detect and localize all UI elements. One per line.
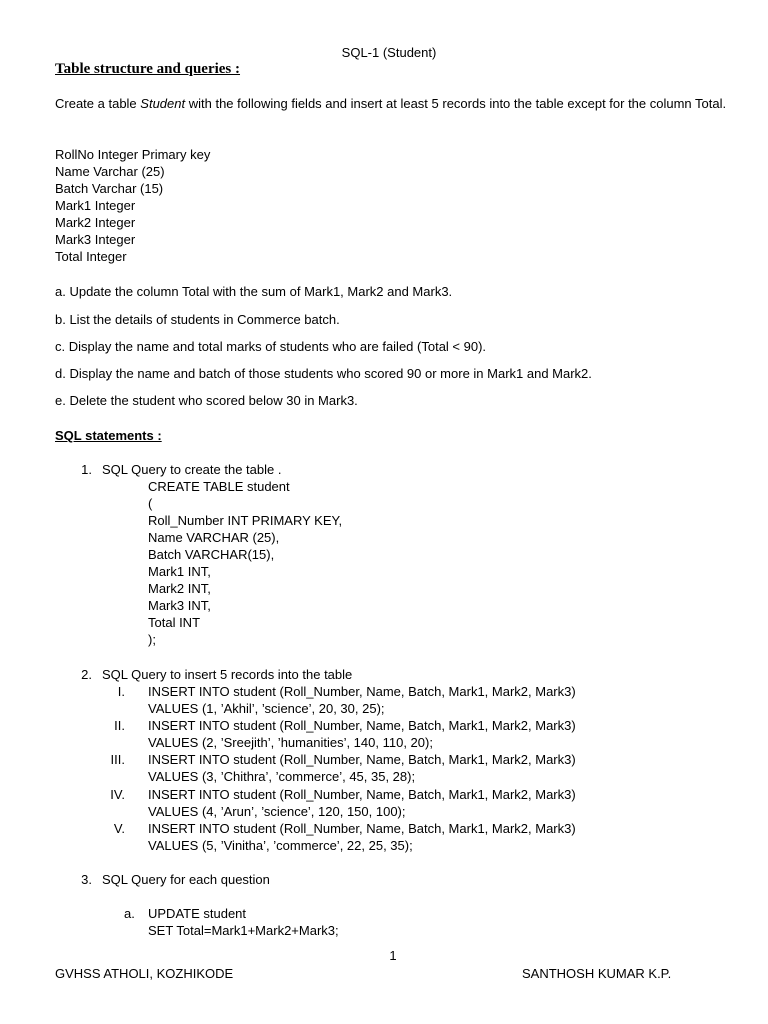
roman-numeral: V.	[113, 821, 125, 836]
footer-author: SANTHOSH KUMAR K.P.	[522, 966, 672, 981]
section-heading: Table structure and queries :	[55, 61, 241, 77]
question-item: b. List the details of students in Commerce batch.	[55, 312, 340, 327]
question-item: a. Update the column Total with the sum of Mark1, Mark2 and Mark3.	[55, 284, 453, 299]
list-number: 2.	[81, 667, 92, 682]
code-line: CREATE TABLE student	[148, 479, 290, 494]
question-item: c. Display the name and total marks of students who are failed (Total < 90).	[55, 339, 487, 354]
list-item-label: SQL Query to insert 5 records into the table	[102, 667, 353, 682]
code-line: Batch VARCHAR(15),	[148, 547, 275, 562]
list-item-label: SQL Query for each question	[102, 872, 270, 887]
code-line: );	[148, 632, 156, 647]
sql-statements-heading: SQL statements :	[55, 428, 162, 443]
code-line: Total INT	[148, 615, 201, 630]
code-line: VALUES (2, ’Sreejith’, ’humanities’, 140, 110, 20);	[148, 735, 433, 750]
question-item: d. Display the name and batch of those students who scored 90 or more in Mark1 and Mark2.	[55, 366, 592, 381]
page-title: SQL-1 (Student)	[341, 45, 437, 60]
code-line: INSERT INTO student (Roll_Number, Name, Batch, Mark1, Mark2, Mark3)	[148, 787, 576, 802]
code-line: VALUES (3, ’Chithra’, ’commerce’, 45, 35, 28);	[148, 769, 416, 784]
roman-numeral: I.	[117, 684, 125, 699]
list-number: 3.	[81, 872, 92, 887]
intro-paragraph	[55, 95, 745, 112]
field-item: Mark2 Integer	[55, 215, 136, 230]
footer-school: GVHSS ATHOLI, KOZHIKODE	[55, 966, 234, 981]
field-item: RollNo Integer Primary key	[55, 147, 211, 162]
code-line: VALUES (5, ’Vinitha’, ’commerce’, 22, 25, 35);	[148, 838, 413, 853]
code-line: Mark3 INT,	[148, 598, 211, 613]
code-line: Mark1 INT,	[148, 564, 211, 579]
field-item: Batch Varchar (15)	[55, 181, 164, 196]
intro-text-start: Create a table	[55, 96, 141, 111]
list-number: 1.	[81, 462, 92, 477]
code-line: SET Total=Mark1+Mark2+Mark3;	[148, 923, 339, 938]
code-line: INSERT INTO student (Roll_Number, Name, Batch, Mark1, Mark2, Mark3)	[148, 821, 576, 836]
code-line: INSERT INTO student (Roll_Number, Name, Batch, Mark1, Mark2, Mark3)	[148, 684, 576, 699]
code-line: VALUES (4, ’Arun’, ’science’, 120, 150, 100);	[148, 804, 406, 819]
code-line: (	[148, 496, 153, 511]
page-number: 1	[389, 948, 397, 963]
field-item: Name Varchar (25)	[55, 164, 165, 179]
intro-table-name: Student	[140, 96, 186, 111]
field-item: Mark1 Integer	[55, 198, 136, 213]
code-line: UPDATE student	[148, 906, 247, 921]
question-item: e. Delete the student who scored below 30 in Mark3.	[55, 393, 358, 408]
code-line: Roll_Number INT PRIMARY KEY,	[148, 513, 343, 528]
list-item-label: SQL Query to create the table .	[102, 462, 282, 477]
intro-text-end: with the following fields and insert at least 5 records into the table except for the column Total.	[185, 96, 727, 111]
field-item: Total Integer	[55, 249, 127, 264]
code-line: INSERT INTO student (Roll_Number, Name, Batch, Mark1, Mark2, Mark3)	[148, 752, 576, 767]
field-item: Mark3 Integer	[55, 232, 136, 247]
roman-numeral: III.	[110, 752, 125, 767]
sub-item-letter: a.	[124, 906, 135, 921]
code-line: INSERT INTO student (Roll_Number, Name, Batch, Mark1, Mark2, Mark3)	[148, 718, 576, 733]
code-line: Mark2 INT,	[148, 581, 211, 596]
roman-numeral: II.	[114, 718, 125, 733]
code-line: Name VARCHAR (25),	[148, 530, 280, 545]
code-line: VALUES (1, ’Akhil’, ’science’, 20, 30, 25);	[148, 701, 385, 716]
roman-numeral: IV.	[110, 787, 125, 802]
